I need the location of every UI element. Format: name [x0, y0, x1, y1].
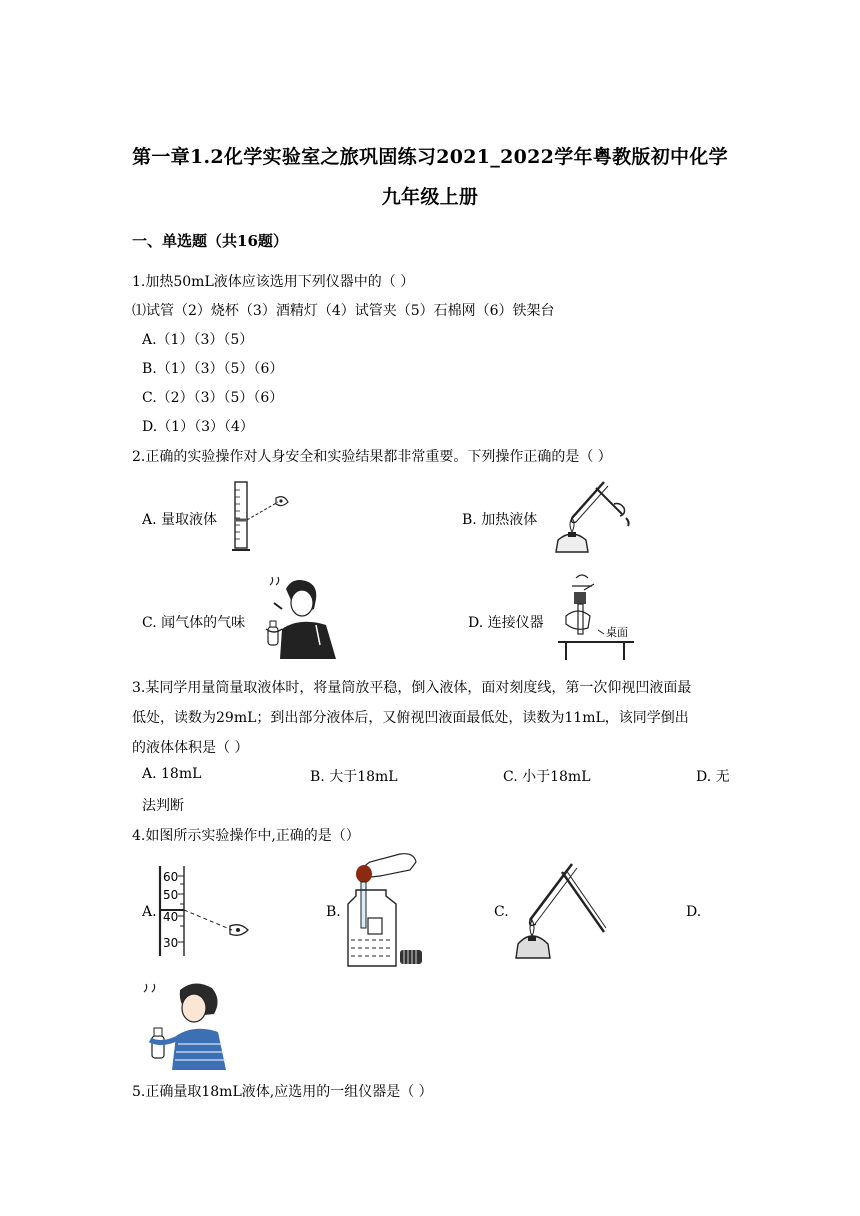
question-1-option-b: B.（1）（3）（5）（6）	[142, 361, 284, 377]
question-3-option-a: A. 18mL	[142, 766, 202, 782]
question-2-option-b: B. 加热液体	[462, 512, 538, 528]
section-heading: 一、单选题（共16题）	[132, 232, 288, 250]
question-1-option-d: D.（1）（3）（4）	[142, 419, 254, 435]
girl-smelling-bottle-figure	[138, 980, 230, 1070]
connecting-instruments-figure	[554, 570, 644, 664]
question-2-option-d: D. 连接仪器	[468, 615, 544, 631]
tick-label-30: 30	[163, 936, 179, 950]
smelling-gas-figure	[256, 575, 342, 659]
question-3-option-d-continued: 法判断	[142, 798, 184, 814]
tick-label-50: 50	[163, 888, 179, 902]
question-4-option-a: A.	[142, 904, 157, 920]
document-title-line1: 第一章1.2化学实验室之旅巩固练习2021_2022学年粤教版初中化学	[132, 146, 728, 168]
question-3-stem-line1: 3.某同学用量筒量取液体时，将量筒放平稳，倒入液体，面对刻度线，第一次仰视凹液面最	[132, 680, 692, 696]
graduated-cylinder-figure	[228, 480, 292, 556]
question-3-stem-line3: 的液体体积是（ ）	[132, 740, 249, 756]
question-3-option-d: D. 无	[696, 769, 730, 785]
question-1-option-c: C.（2）（3）（5）（6）	[142, 390, 284, 406]
question-3-option-b: B. 大于18mL	[310, 769, 398, 785]
dropper-bottle-figure	[340, 848, 430, 972]
question-2-option-a: A. 量取液体	[142, 512, 218, 528]
question-5-stem: 5.正确量取18mL液体,应选用的一组仪器是（ ）	[132, 1084, 433, 1100]
question-1-option-a: A.（1）（3）（5）	[142, 332, 254, 348]
cylinder-scale-figure	[156, 864, 256, 958]
question-3-option-c: C. 小于18mL	[503, 769, 591, 785]
tick-label-40: 40	[163, 910, 179, 924]
test-tube-heating-figure	[510, 858, 610, 962]
question-4-option-b: B.	[326, 904, 341, 920]
question-4-stem: 4.如图所示实验操作中,正确的是（）	[132, 828, 360, 844]
question-1-stem: 1.加热50mL液体应该选用下列仪器中的（ ）	[132, 274, 415, 290]
tick-label-60: 60	[163, 870, 179, 884]
question-2-stem: 2.正确的实验操作对人身安全和实验结果都非常重要。下列操作正确的是（ ）	[132, 449, 612, 465]
question-3-stem-line2: 低处，读数为29mL；到出部分液体后，又俯视凹液面最低处，读数为11mL，该同学倒出	[132, 710, 689, 726]
question-2-option-c: C. 闻气体的气味	[142, 615, 246, 631]
question-4-option-c: C.	[494, 904, 509, 920]
desk-label: 桌面	[606, 626, 628, 639]
document-title-line2: 九年级上册	[381, 186, 479, 208]
heating-liquid-figure	[546, 478, 636, 560]
question-4-option-d: D.	[686, 904, 702, 920]
question-1-instruments: ⑴试管（2）烧杯（3）酒精灯（4）试管夹（5）石棉网（6）铁架台	[132, 303, 555, 319]
